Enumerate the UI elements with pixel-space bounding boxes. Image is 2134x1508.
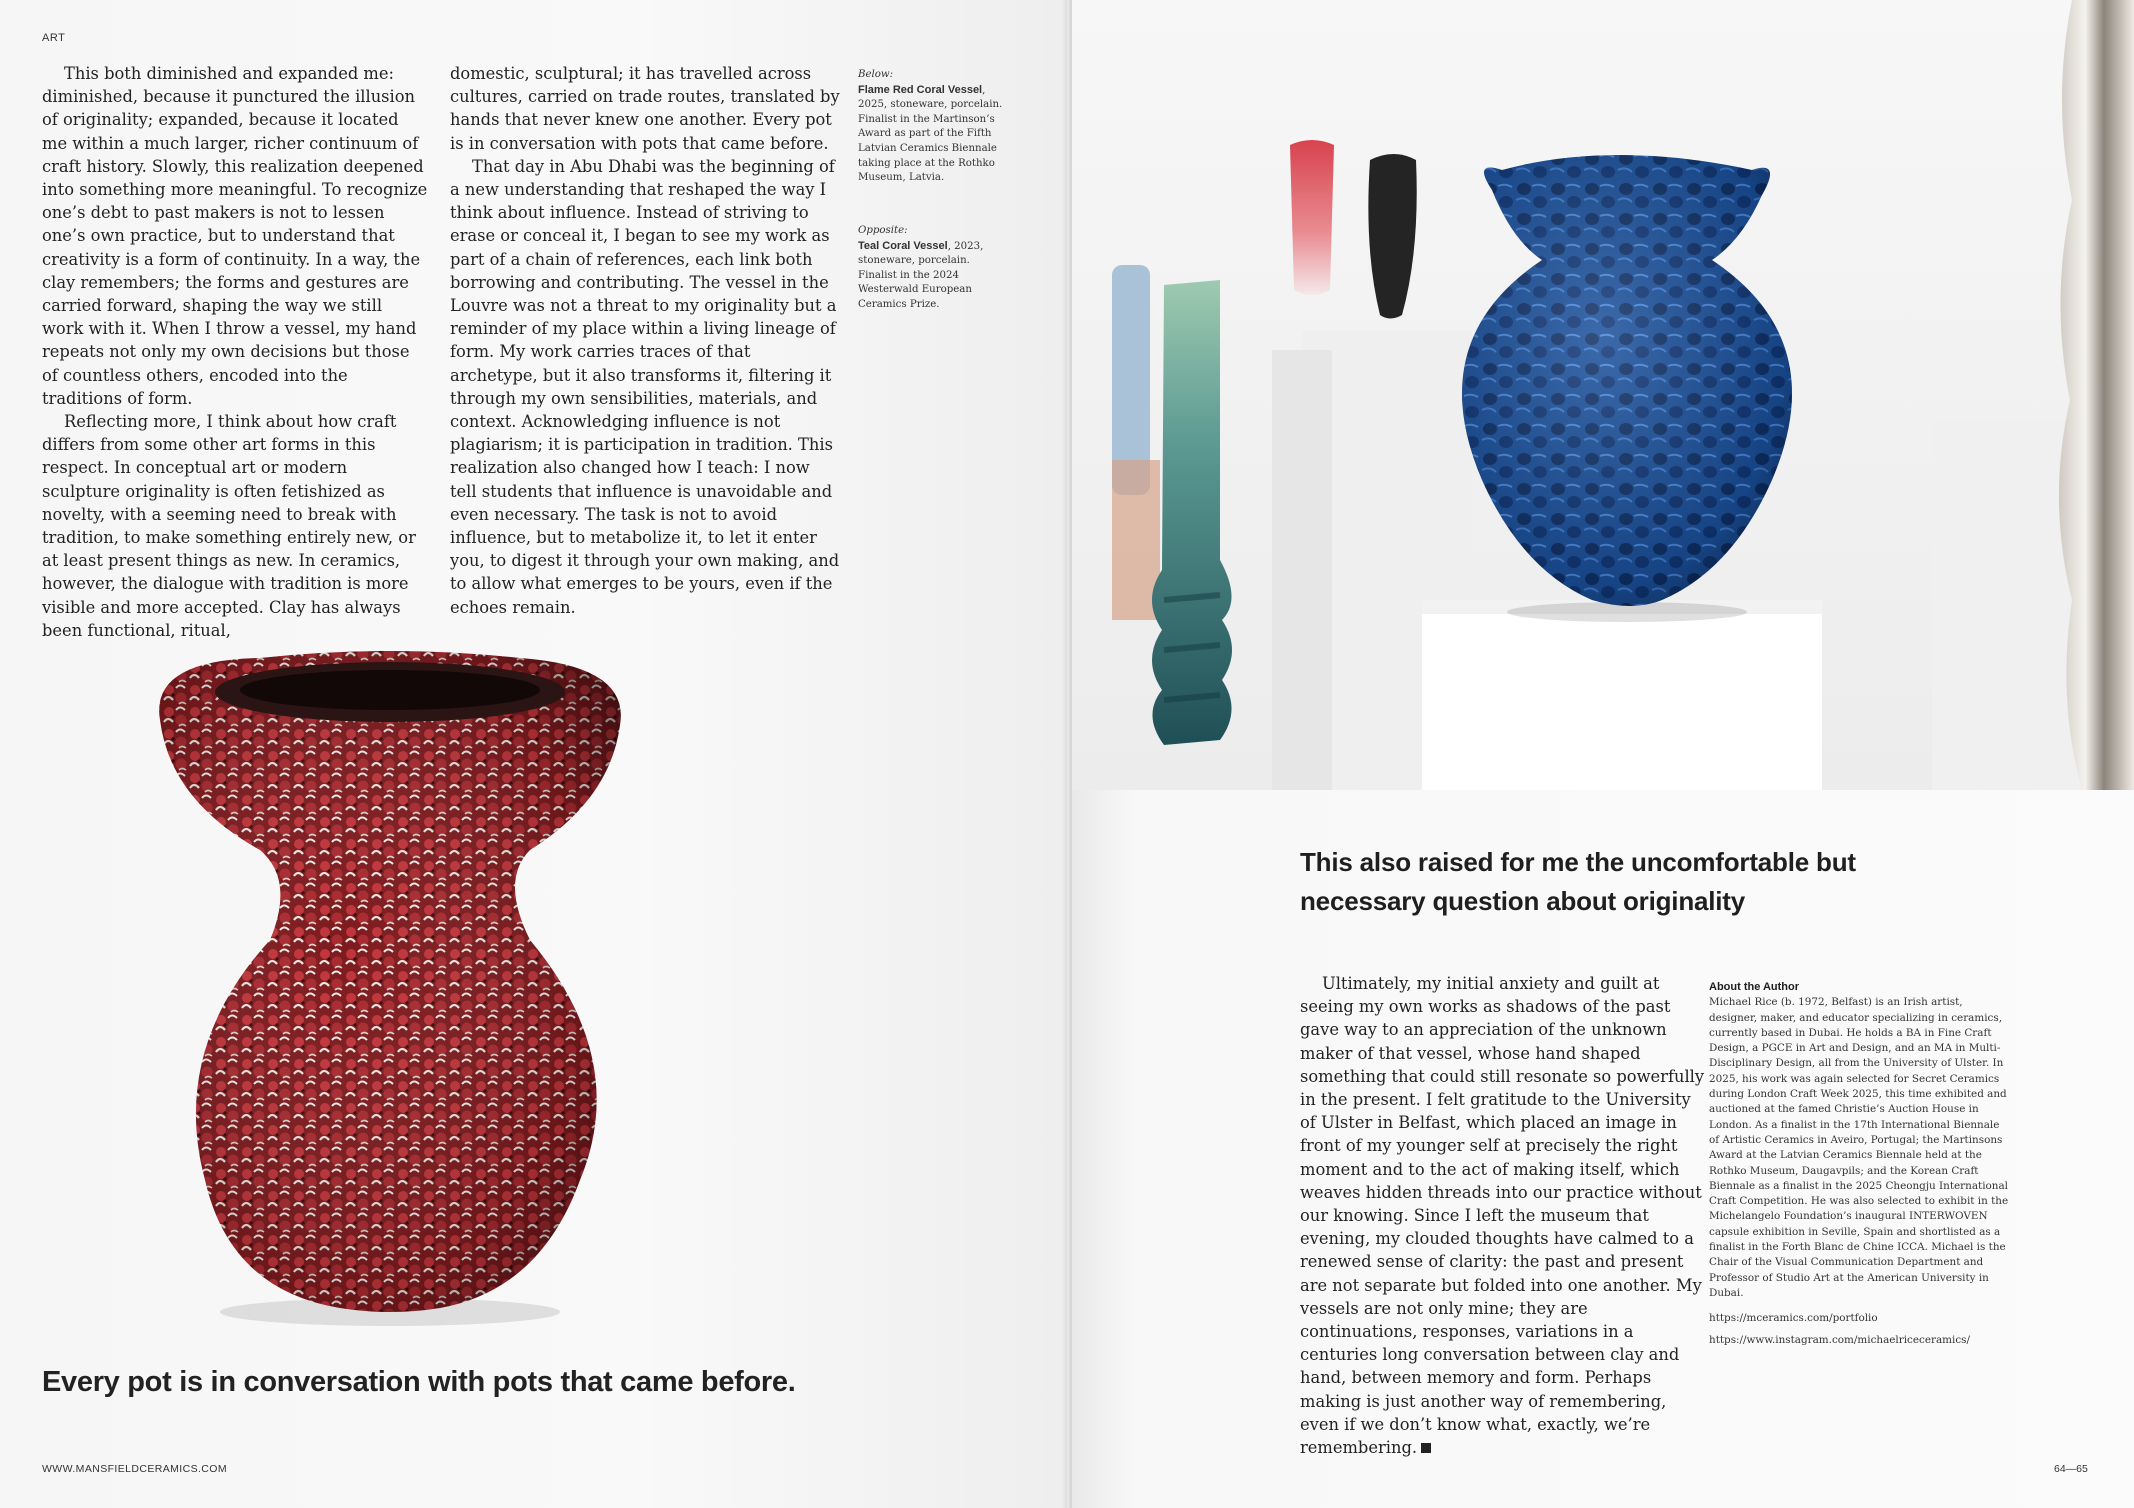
body-column-1 bbox=[42, 62, 428, 642]
caption-title: Teal Coral Vessel bbox=[858, 239, 948, 252]
caption-text: , 2023, stoneware, porcelain. Finalist in the 2024 Westerwald European Ceramics Prize. bbox=[858, 240, 984, 310]
body-column-3 bbox=[1300, 972, 1708, 1459]
end-mark-icon bbox=[1421, 1443, 1431, 1453]
caption-text: , 2025, stoneware, porcelain. Finalist in the Martinson’s Award as part of the Fifth Latvian Ceramics Biennale taking place at the Rothko Museum, Latvia. bbox=[858, 84, 1003, 184]
caption-label: Below: bbox=[858, 69, 894, 80]
paragraph: domestic, sculptural; it has travelled across cultures, carried on trade routes, translated by hands that never knew one another. Every pot is in conversation with pots that came before. bbox=[450, 64, 840, 153]
caption-below bbox=[858, 68, 1004, 186]
author-bio: Michael Rice (b. 1972, Belfast) is an Irish artist, designer, maker, and educator specializing in ceramics, currently based in Dubai. He holds a BA in Fine Craft Design, a PGCE in Art and Design, and an MA in Multi-Disciplinary Design, all from the University of Ulster. In 2025, his work was again selected for Secret Ceramics during London Craft Week 2025, this time exhibited and auctioned at the famed Christie’s Auction House in London. As a finalist in the 17th International Biennale of Artistic Ceramics in Aveiro, Portugal; the Martinsons Award at the Latvian Ceramics Biennale held at the Rothko Museum, Daugavpils; and the Korean Craft Biennale as a finalist in the 2025 Cheongju International Craft Competition. He was also selected to exhibit in the Michelangelo Foundation’s inaugural INTERWOVEN capsule exhibition in Seville, Spain and shortlisted as a finalist in the Forth Blanc de Chine ICCA. Michael is the Chair of the Visual Communication Department and Professor of Studio Art at the American University in Dubai. bbox=[1709, 996, 2009, 1299]
section-label: ART bbox=[42, 32, 66, 44]
portfolio-link[interactable]: https://mceramics.com/portfolio bbox=[1709, 1312, 1878, 1325]
paragraph: This both diminished and expanded me: diminished, because it punctured the illusion of originality; expanded, because it located me within a much larger, richer continuum of craft history. Slowly, this realization deepened into something more meaningful. To recognize one’s debt to past makers is not to lessen one’s own practice, but to understand that creativity is a form of continuity. In a way, the clay remembers; the forms and gestures are carried forward, shaping the way we still work with it. When I throw a vessel, my hand repeats not only my own decisions but those of countless others, encoded into the traditions of form. bbox=[42, 64, 428, 408]
paragraph: Ultimately, my initial anxiety and guilt at seeing my own works as shadows of the past gave way to an appreciation of the unknown maker of that vessel, whose hand shaped something that could still resonate so powerfully in the present. I felt gratitude to the University of Ulster in Belfast, which placed an image in front of my younger self at precisely the right moment and to the act of making itself, which weaves hidden threads into our practice without our knowing. Since I left the museum that evening, my clouded thoughts have calmed to a renewed sense of clarity: the past and present are not separate but folded into one another. My vessels are not only mine; they are continuations, responses, variations in a centuries long conversation between clay and hand, between memory and form. Perhaps making is just another way of remembering, even if we don’t know what, exactly, we’re remembering. bbox=[1300, 974, 1705, 1458]
gallery-scene-image bbox=[1072, 0, 2134, 790]
pull-quote: Every pot is in conversation with pots that came before. bbox=[42, 1366, 796, 1398]
instagram-link[interactable]: https://www.instagram.com/michaelriceceramics/ bbox=[1709, 1333, 1970, 1346]
gallery-photo bbox=[1072, 0, 2134, 790]
paragraph: Reflecting more, I think about how craft differs from some other art forms in this respect. In conceptual art or modern sculpture originality is often fetishized as novelty, with a seeming need to break with tradition, to make something entirely new, or at least present things as new. In ceramics, however, the dialogue with tradition is more visible and more accepted. Clay has always been functional, ritual, bbox=[42, 412, 416, 640]
caption-opposite bbox=[858, 224, 1004, 313]
paragraph: That day in Abu Dhabi was the beginning of a new understanding that reshaped the way I think about influence. Instead of striving to erase or conceal it, I began to see my work as part of a chain of references, each link both borrowing and contributing. The vessel in the Louvre was not a threat to my originality but a reminder of my place within a living lineage of form. My work carries traces of that archetype, but it also transforms it, filtering it through my own sensibilities, materials, and context. Acknowledging influence is not plagiarism; it is participation in tradition. This realization also changed how I teach: I now tell students that influence is unavoidable and even necessary. The task is not to avoid influence, but to metabolize it, to let it enter you, to digest it through your own making, and to allow what emerges to be yours, even if the echoes remain. bbox=[450, 156, 840, 617]
about-author bbox=[1709, 980, 2009, 1348]
section-heading: This also raised for me the uncomfortable but necessary question about originality bbox=[1300, 847, 1856, 916]
footer-url[interactable]: WWW.MANSFIELDCERAMICS.COM bbox=[42, 1463, 227, 1475]
right-page bbox=[1072, 0, 2134, 1508]
red-coral-vessel-image bbox=[110, 640, 670, 1340]
about-title: About the Author bbox=[1709, 981, 1800, 993]
caption-label: Opposite: bbox=[858, 225, 908, 236]
page-numbers: 64—65 bbox=[2054, 1463, 2088, 1475]
caption-title: Flame Red Coral Vessel bbox=[858, 83, 983, 96]
body-column-2 bbox=[450, 62, 840, 619]
